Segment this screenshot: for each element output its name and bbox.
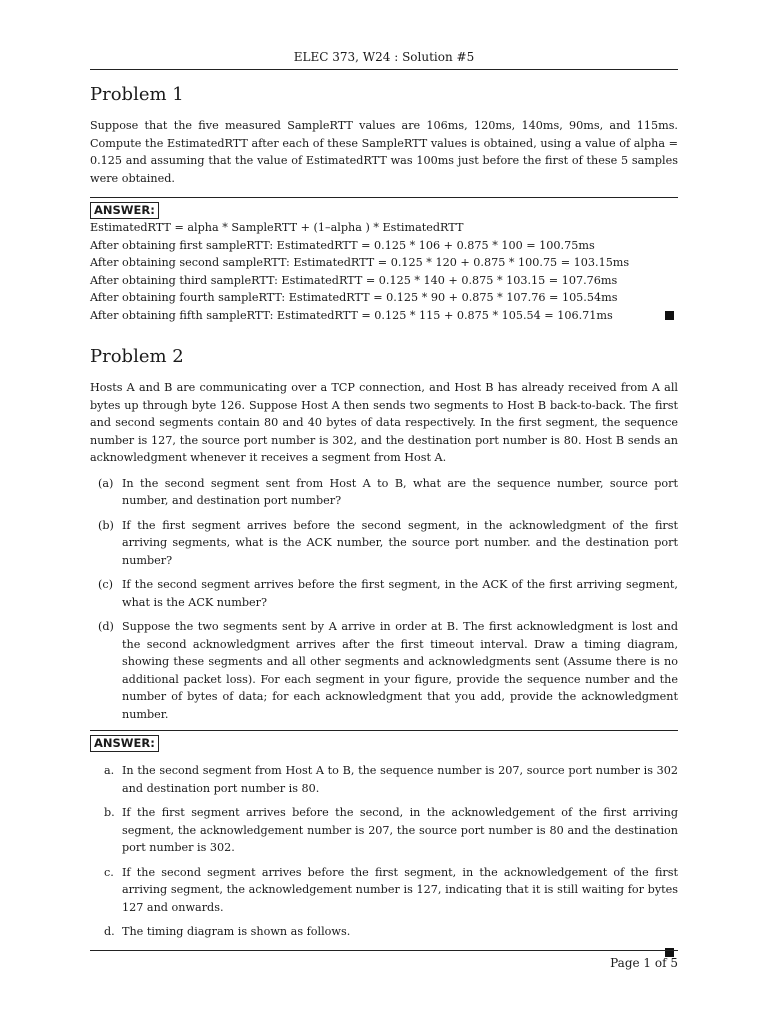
answer1-divider (90, 197, 678, 198)
question-text: In the second segment sent from Host A to B, what are the sequence number, source port number, and destination port number? (122, 476, 678, 507)
problem2-heading: Problem 2 (90, 346, 184, 367)
problem2-text: Hosts A and B are communicating over a TCP connection, and Host B has already received from A all bytes up through byte 126. Suppose Host A then sends two segments to Host B back-to-back. The first and second segments contain 80 and 40 bytes of data respectively. In the first segment, the sequence number is 127, the source port number is 302, and the destination port number is 80. Host B sends an acknowledgment whenever it receives a segment from Host A. (90, 381, 678, 464)
question-item (90, 576, 678, 611)
answer-text: In the second segment from Host A to B, the sequence number is 207, source port number is 302 and destination port number is 80. (122, 764, 678, 795)
qed-square-icon (665, 311, 674, 320)
question-text: If the first segment arrives before the second segment, in the acknowledgment of the first arriving segments, what is the ACK number, the source port number. and the destination port number? (122, 518, 678, 567)
answer1-line: After obtaining second sampleRTT: EstimatedRTT = 0.125 * 120 + 0.875 * 100.75 = 103.15ms (90, 256, 630, 269)
page-header: ELEC 373, W24 : Solution #5 (90, 50, 678, 70)
page-number: Page 1 of 5 (610, 956, 678, 970)
answer-text: If the second segment arrives before the first segment, in the acknowledgement of the first arriving segment, the acknowledgement number is 127, indicating that it is still waiting for bytes 127 and onwards. (122, 865, 678, 914)
question-item (90, 618, 678, 723)
problem1-heading: Problem 1 (90, 84, 184, 105)
question-item (90, 475, 678, 510)
answer-label: b. (104, 806, 115, 819)
question-label: (d) (98, 620, 114, 633)
answer1-line: EstimatedRTT = alpha * SampleRTT + (1–alpha ) * EstimatedRTT (90, 221, 464, 234)
footer-divider (90, 950, 678, 951)
problem2-answers (90, 762, 678, 941)
answer-text: If the first segment arrives before the second, in the acknowledgement of the first arriving segment, the acknowledgement number is 207, the source port number is 80 and the destination port number is 302. (122, 806, 678, 854)
answer2-label: ANSWER: (90, 735, 159, 752)
answer1-body (90, 219, 678, 324)
question-text: Suppose the two segments sent by A arrive in order at B. The first acknowledgment is lost and the second acknowledgment arrives after the first timeout interval. Draw a timing diagram, showing these segments and all other segments and acknowledgments sent (Assume there is no additional packet loss). For each segment in your figure, provide the sequence number and the number of bytes of data; for each acknowledgment that you add, provide the acknowledgment number. (122, 620, 678, 721)
answer-text: The timing diagram is shown as follows. (122, 925, 351, 938)
answer-label: d. (104, 925, 115, 938)
answer-item (90, 923, 678, 941)
question-label: (c) (98, 578, 113, 591)
answer-label: c. (104, 865, 114, 879)
answer1-label: ANSWER: (90, 202, 159, 219)
question-text: If the second segment arrives before the first segment, in the ACK of the first arriving segment, what is the ACK number? (122, 578, 678, 609)
answer-label: a. (104, 764, 115, 777)
answer2-divider (90, 730, 678, 731)
answer-item (90, 804, 678, 857)
answer1-line: After obtaining fourth sampleRTT: EstimatedRTT = 0.125 * 90 + 0.875 * 107.76 = 105.54ms (90, 291, 618, 304)
question-item (90, 517, 678, 570)
question-label: (a) (98, 476, 114, 490)
answer1-line: After obtaining fifth sampleRTT: EstimatedRTT = 0.125 * 115 + 0.875 * 105.54 = 106.71ms (90, 308, 613, 322)
question-label: (b) (98, 518, 114, 532)
problem2-questions (90, 475, 678, 724)
problem1-text: Suppose that the five measured SampleRTT values are 106ms, 120ms, 140ms, 90ms, and 115ms. Compute the EstimatedRTT after each of these SampleRTT values is obtained, using a value of alpha = 0.125 and assuming that the value of EstimatedRTT was 100ms just before the first of these 5 samples were obtained. (90, 119, 678, 185)
answer-item (90, 864, 678, 917)
page-content (90, 84, 678, 968)
answer1-line: After obtaining third sampleRTT: EstimatedRTT = 0.125 * 140 + 0.875 * 103.15 = 107.76ms (90, 273, 618, 287)
answer1-line: After obtaining first sampleRTT: EstimatedRTT = 0.125 * 106 + 0.875 * 100 = 100.75ms (90, 238, 595, 252)
answer-item (90, 762, 678, 797)
